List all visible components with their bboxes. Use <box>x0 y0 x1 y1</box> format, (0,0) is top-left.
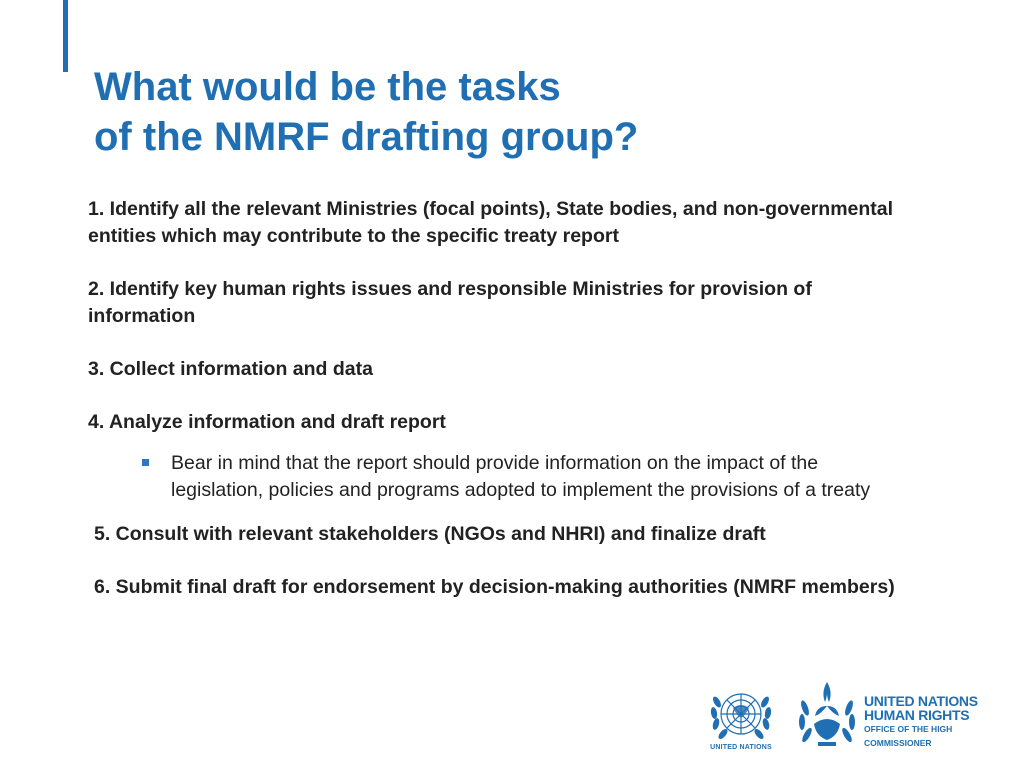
task-item-5: 5. Consult with relevant stakeholders (NGOs and NHRI) and finalize draft <box>94 523 766 545</box>
slide-body <box>88 196 918 601</box>
task-item-3: 3. Collect information and data <box>88 358 373 380</box>
footer-logos <box>0 678 1024 768</box>
un-logo-label: UNITED NATIONS <box>710 744 772 751</box>
ohchr-emblem-icon <box>796 678 858 752</box>
ohchr-line-2: HUMAN RIGHTS <box>864 707 970 723</box>
ohchr-line-1: UNITED NATIONS <box>864 693 978 709</box>
title-line-1: What would be the tasks <box>94 65 561 109</box>
ohchr-wordmark <box>864 694 1014 750</box>
sub-bullet-text: Bear in mind that the report should provide information on the impact of the legislation, policies and programs adopted to implement the provisions of a treaty <box>171 452 871 501</box>
sub-bullet <box>88 450 891 504</box>
un-emblem-icon <box>703 684 779 764</box>
task-item-1: 1. Identify all the relevant Ministries (focal points), State bodies, and non-governmental entities which may contribute to the specific treaty report <box>88 198 894 247</box>
task-item-6: 6. Submit final draft for endorsement by decision-making authorities (NMRF members) <box>94 576 895 598</box>
accent-bar <box>63 0 68 72</box>
title-line-2: of the NMRF drafting group? <box>94 115 639 159</box>
square-bullet-icon <box>142 459 149 466</box>
slide-title <box>94 62 954 162</box>
ohchr-line-3: OFFICE OF THE HIGH COMMISSIONER <box>864 724 953 748</box>
task-item-2: 2. Identify key human rights issues and responsible Ministries for provision of information <box>88 278 812 327</box>
task-item-4: 4. Analyze information and draft report <box>88 411 446 433</box>
